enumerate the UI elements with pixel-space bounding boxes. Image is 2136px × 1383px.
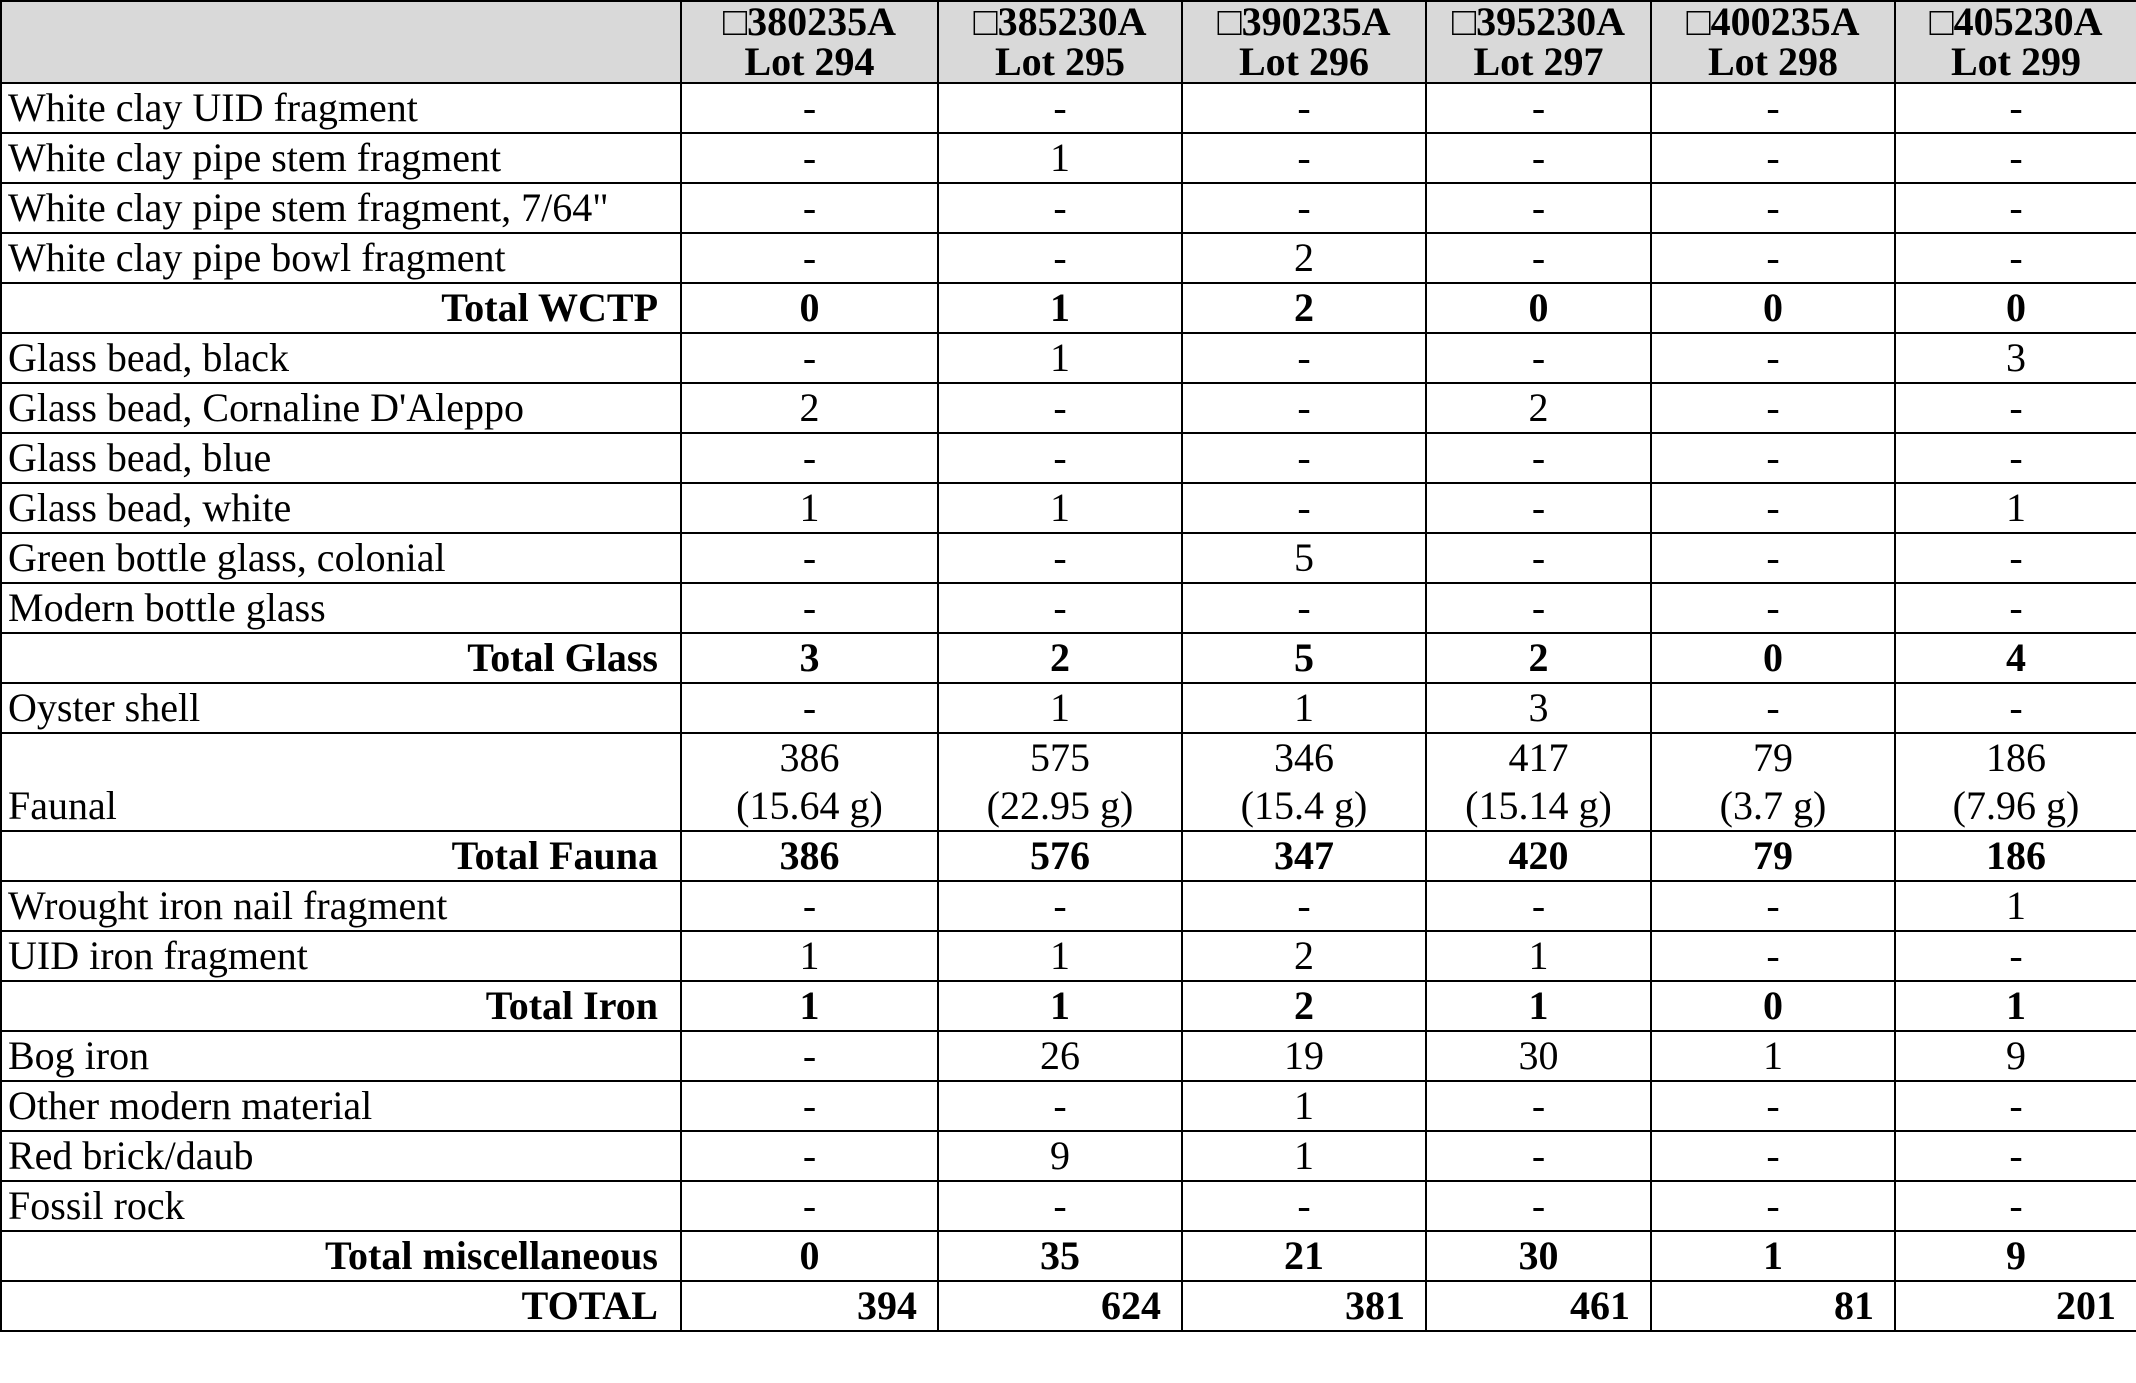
table-cell: - bbox=[1426, 583, 1651, 633]
unit-label: □395230A bbox=[1451, 1, 1626, 44]
row-label: Red brick/daub bbox=[1, 1131, 681, 1181]
table-cell: 2 bbox=[1182, 931, 1426, 981]
table-cell: - bbox=[1895, 1131, 2136, 1181]
table-cell: - bbox=[681, 583, 938, 633]
table-cell: 1 bbox=[681, 931, 938, 981]
table-cell: 1 bbox=[938, 981, 1182, 1031]
table-cell: - bbox=[1895, 683, 2136, 733]
table-cell: - bbox=[1426, 433, 1651, 483]
table-row bbox=[1, 183, 2136, 233]
column-header bbox=[681, 1, 938, 83]
faunal-weight: (15.14 g) bbox=[1465, 783, 1612, 828]
table-cell: - bbox=[938, 1181, 1182, 1231]
table-cell: - bbox=[1651, 931, 1895, 981]
row-label: Glass bead, blue bbox=[1, 433, 681, 483]
table-cell: - bbox=[1651, 583, 1895, 633]
table-row bbox=[1, 383, 2136, 433]
table-cell: 1 bbox=[938, 683, 1182, 733]
table-cell: 3 bbox=[1426, 683, 1651, 733]
table-cell: - bbox=[1895, 183, 2136, 233]
table-cell: 1 bbox=[1182, 1081, 1426, 1131]
table-cell: - bbox=[681, 1081, 938, 1131]
table-cell: - bbox=[1651, 233, 1895, 283]
table-cell: - bbox=[1182, 881, 1426, 931]
table-cell bbox=[1426, 733, 1651, 831]
table-cell: 0 bbox=[681, 283, 938, 333]
table-cell: 9 bbox=[938, 1131, 1182, 1181]
table-cell: - bbox=[1651, 1081, 1895, 1131]
table-row bbox=[1, 483, 2136, 533]
faunal-count: 346 bbox=[1274, 735, 1334, 780]
table-cell: - bbox=[681, 83, 938, 133]
table-cell: 1 bbox=[1895, 483, 2136, 533]
subtotal-row bbox=[1, 283, 2136, 333]
table-cell: 4 bbox=[1895, 633, 2136, 683]
table-row bbox=[1, 1031, 2136, 1081]
table-cell: - bbox=[1426, 133, 1651, 183]
table-cell bbox=[938, 733, 1182, 831]
table-cell: 461 bbox=[1426, 1281, 1651, 1331]
table-cell: - bbox=[938, 383, 1182, 433]
row-label: Fossil rock bbox=[1, 1181, 681, 1231]
row-label: White clay pipe bowl fragment bbox=[1, 233, 681, 283]
table-cell: 30 bbox=[1426, 1031, 1651, 1081]
table-header bbox=[1, 1, 2136, 83]
row-label: Glass bead, white bbox=[1, 483, 681, 533]
table-cell: - bbox=[1895, 133, 2136, 183]
table-cell: 26 bbox=[938, 1031, 1182, 1081]
table-row bbox=[1, 1081, 2136, 1131]
table-cell: - bbox=[1895, 433, 2136, 483]
table-cell: - bbox=[681, 183, 938, 233]
table-cell: 394 bbox=[681, 1281, 938, 1331]
table-cell: - bbox=[938, 881, 1182, 931]
lot-label: Lot 298 bbox=[1708, 39, 1838, 83]
faunal-weight: (15.64 g) bbox=[736, 783, 883, 828]
table-cell: 3 bbox=[1895, 333, 2136, 383]
row-label: Oyster shell bbox=[1, 683, 681, 733]
table-cell: - bbox=[1426, 1081, 1651, 1131]
table-cell: - bbox=[1895, 583, 2136, 633]
table-cell: - bbox=[1651, 133, 1895, 183]
row-label: Bog iron bbox=[1, 1031, 681, 1081]
table-cell: 624 bbox=[938, 1281, 1182, 1331]
table-cell: - bbox=[681, 233, 938, 283]
lot-label: Lot 294 bbox=[744, 39, 875, 83]
table-cell: - bbox=[1182, 433, 1426, 483]
column-header bbox=[1651, 1, 1895, 83]
table-cell: - bbox=[938, 533, 1182, 583]
table-cell: 5 bbox=[1182, 533, 1426, 583]
lot-label: Lot 297 bbox=[1473, 39, 1604, 83]
table-cell: - bbox=[1426, 333, 1651, 383]
faunal-weight: (3.7 g) bbox=[1719, 783, 1827, 828]
table-cell: - bbox=[1426, 233, 1651, 283]
table-cell: - bbox=[1182, 583, 1426, 633]
table-cell: - bbox=[1182, 183, 1426, 233]
row-label: Total WCTP bbox=[1, 283, 681, 333]
row-label: White clay UID fragment bbox=[1, 83, 681, 133]
table-cell: - bbox=[938, 433, 1182, 483]
table-cell: 2 bbox=[1182, 283, 1426, 333]
table-cell: 1 bbox=[938, 931, 1182, 981]
faunal-weight: (15.4 g) bbox=[1240, 783, 1368, 828]
row-label: Glass bead, Cornaline D'Aleppo bbox=[1, 383, 681, 433]
table-row bbox=[1, 583, 2136, 633]
table-row bbox=[1, 1181, 2136, 1231]
table-row bbox=[1, 333, 2136, 383]
table-row bbox=[1, 83, 2136, 133]
unit-label: □385230A bbox=[973, 1, 1147, 44]
table-cell: - bbox=[1895, 83, 2136, 133]
row-label: Modern bottle glass bbox=[1, 583, 681, 633]
table-row bbox=[1, 133, 2136, 183]
table-cell: - bbox=[938, 183, 1182, 233]
table-cell: 0 bbox=[1651, 633, 1895, 683]
table-cell: - bbox=[1651, 1181, 1895, 1231]
table-row bbox=[1, 433, 2136, 483]
table-cell: 81 bbox=[1651, 1281, 1895, 1331]
table-cell: - bbox=[1895, 533, 2136, 583]
table-cell: 5 bbox=[1182, 633, 1426, 683]
table-cell: - bbox=[1651, 83, 1895, 133]
table-row bbox=[1, 1131, 2136, 1181]
table-cell: - bbox=[1651, 333, 1895, 383]
table-cell: 1 bbox=[1651, 1031, 1895, 1081]
column-header bbox=[1426, 1, 1651, 83]
table-cell: - bbox=[1651, 533, 1895, 583]
row-label: Total Glass bbox=[1, 633, 681, 683]
table-cell: - bbox=[1426, 483, 1651, 533]
table-cell: 79 bbox=[1651, 831, 1895, 881]
table-row-faunal bbox=[1, 733, 2136, 831]
table-cell: - bbox=[1651, 683, 1895, 733]
table-cell: 19 bbox=[1182, 1031, 1426, 1081]
table-cell: - bbox=[1651, 183, 1895, 233]
table-cell: 0 bbox=[1426, 283, 1651, 333]
table-cell: - bbox=[938, 583, 1182, 633]
table-cell: - bbox=[681, 1181, 938, 1231]
table-cell: 21 bbox=[1182, 1231, 1426, 1281]
table-cell: 1 bbox=[1426, 931, 1651, 981]
table-cell bbox=[1895, 733, 2136, 831]
table-cell: - bbox=[1895, 931, 2136, 981]
table-cell: 1 bbox=[938, 283, 1182, 333]
column-header bbox=[938, 1, 1182, 83]
table-cell: 1 bbox=[1895, 981, 2136, 1031]
table-cell: - bbox=[681, 683, 938, 733]
row-label: Glass bead, black bbox=[1, 333, 681, 383]
table-cell: 1 bbox=[938, 133, 1182, 183]
table-row bbox=[1, 233, 2136, 283]
lot-label: Lot 299 bbox=[1951, 39, 2081, 83]
header-row bbox=[1, 1, 2136, 83]
table-cell: - bbox=[1182, 83, 1426, 133]
table-row bbox=[1, 683, 2136, 733]
table-cell: 1 bbox=[1651, 1231, 1895, 1281]
faunal-weight: (22.95 g) bbox=[986, 783, 1134, 828]
table-cell: 1 bbox=[1426, 981, 1651, 1031]
row-label: Total Fauna bbox=[1, 831, 681, 881]
subtotal-row bbox=[1, 1231, 2136, 1281]
table-cell: 347 bbox=[1182, 831, 1426, 881]
row-label: Total miscellaneous bbox=[1, 1231, 681, 1281]
column-header bbox=[1182, 1, 1426, 83]
row-label: Wrought iron nail fragment bbox=[1, 881, 681, 931]
subtotal-row bbox=[1, 831, 2136, 881]
table-cell: 420 bbox=[1426, 831, 1651, 881]
table-cell: - bbox=[1426, 83, 1651, 133]
table-cell: 2 bbox=[1426, 383, 1651, 433]
row-label: Total Iron bbox=[1, 981, 681, 1031]
table-cell: - bbox=[681, 1131, 938, 1181]
table-cell: - bbox=[938, 1081, 1182, 1131]
grand-total-row bbox=[1, 1281, 2136, 1331]
table-cell: - bbox=[1651, 881, 1895, 931]
table-cell: 201 bbox=[1895, 1281, 2136, 1331]
table-cell: 2 bbox=[681, 383, 938, 433]
faunal-count: 186 bbox=[1986, 735, 2046, 780]
table-row bbox=[1, 533, 2136, 583]
faunal-count: 386 bbox=[779, 735, 840, 780]
table-cell: - bbox=[1426, 183, 1651, 233]
table-cell: - bbox=[1426, 1131, 1651, 1181]
table-cell: 9 bbox=[1895, 1231, 2136, 1281]
unit-label: □390235A bbox=[1217, 1, 1391, 44]
column-header bbox=[1895, 1, 2136, 83]
table-cell: - bbox=[1895, 233, 2136, 283]
table-cell bbox=[1651, 733, 1895, 831]
table-cell: 1 bbox=[1182, 1131, 1426, 1181]
table-row bbox=[1, 931, 2136, 981]
subtotal-row bbox=[1, 981, 2136, 1031]
faunal-count: 79 bbox=[1753, 735, 1793, 780]
table-cell: 1 bbox=[1182, 683, 1426, 733]
row-label: Faunal bbox=[1, 733, 681, 831]
table-cell: 2 bbox=[938, 633, 1182, 683]
table-cell: - bbox=[1182, 333, 1426, 383]
table-cell: - bbox=[681, 333, 938, 383]
table-cell: 2 bbox=[1182, 981, 1426, 1031]
faunal-count: 417 bbox=[1508, 735, 1569, 780]
table-cell: 2 bbox=[1426, 633, 1651, 683]
row-label: Other modern material bbox=[1, 1081, 681, 1131]
unit-label: □380235A bbox=[722, 1, 897, 44]
table-cell: - bbox=[681, 133, 938, 183]
table-cell: 30 bbox=[1426, 1231, 1651, 1281]
table-cell: 1 bbox=[681, 483, 938, 533]
table-cell bbox=[681, 733, 938, 831]
faunal-weight: (7.96 g) bbox=[1952, 783, 2080, 828]
table-cell: - bbox=[1182, 383, 1426, 433]
table-cell: 386 bbox=[681, 831, 938, 881]
table-cell: 2 bbox=[1182, 233, 1426, 283]
table-cell: 0 bbox=[1651, 283, 1895, 333]
table-cell: - bbox=[1651, 383, 1895, 433]
table-cell: - bbox=[1895, 1081, 2136, 1131]
table-cell: - bbox=[1426, 881, 1651, 931]
table-cell: 1 bbox=[681, 981, 938, 1031]
table-cell: - bbox=[1895, 383, 2136, 433]
row-label: White clay pipe stem fragment bbox=[1, 133, 681, 183]
table-cell: - bbox=[1182, 133, 1426, 183]
table-cell: 1 bbox=[938, 483, 1182, 533]
table-cell: - bbox=[681, 881, 938, 931]
table-cell: - bbox=[1182, 1181, 1426, 1231]
unit-label: □400235A bbox=[1686, 1, 1860, 44]
table-cell: - bbox=[938, 83, 1182, 133]
table-cell: - bbox=[1651, 1131, 1895, 1181]
table-cell: - bbox=[681, 433, 938, 483]
unit-label: □405230A bbox=[1929, 1, 2103, 44]
table-cell: - bbox=[1895, 1181, 2136, 1231]
lot-label: Lot 296 bbox=[1239, 39, 1369, 83]
lot-label: Lot 295 bbox=[995, 39, 1125, 83]
row-label: TOTAL bbox=[1, 1281, 681, 1331]
table-body bbox=[1, 83, 2136, 1331]
subtotal-row bbox=[1, 633, 2136, 683]
table-cell: - bbox=[938, 233, 1182, 283]
table-cell: 186 bbox=[1895, 831, 2136, 881]
table-cell: - bbox=[1651, 483, 1895, 533]
table-cell: - bbox=[1426, 1181, 1651, 1231]
table-row bbox=[1, 881, 2136, 931]
table-cell: - bbox=[1651, 433, 1895, 483]
table-cell: 381 bbox=[1182, 1281, 1426, 1331]
table-cell: - bbox=[1182, 483, 1426, 533]
table-cell: 35 bbox=[938, 1231, 1182, 1281]
table-cell: - bbox=[681, 533, 938, 583]
table-cell bbox=[1182, 733, 1426, 831]
table-cell: 1 bbox=[938, 333, 1182, 383]
table-cell: 3 bbox=[681, 633, 938, 683]
table-cell: - bbox=[1426, 533, 1651, 583]
row-label: Green bottle glass, colonial bbox=[1, 533, 681, 583]
faunal-count: 575 bbox=[1030, 735, 1090, 780]
row-label: White clay pipe stem fragment, 7/64" bbox=[1, 183, 681, 233]
table-cell: 0 bbox=[681, 1231, 938, 1281]
row-label: UID iron fragment bbox=[1, 931, 681, 981]
table-cell: - bbox=[681, 1031, 938, 1081]
table-cell: 576 bbox=[938, 831, 1182, 881]
table-cell: 1 bbox=[1895, 881, 2136, 931]
table-cell: 0 bbox=[1651, 981, 1895, 1031]
header-corner-cell bbox=[1, 1, 681, 83]
table-cell: 0 bbox=[1895, 283, 2136, 333]
table-cell: 9 bbox=[1895, 1031, 2136, 1081]
